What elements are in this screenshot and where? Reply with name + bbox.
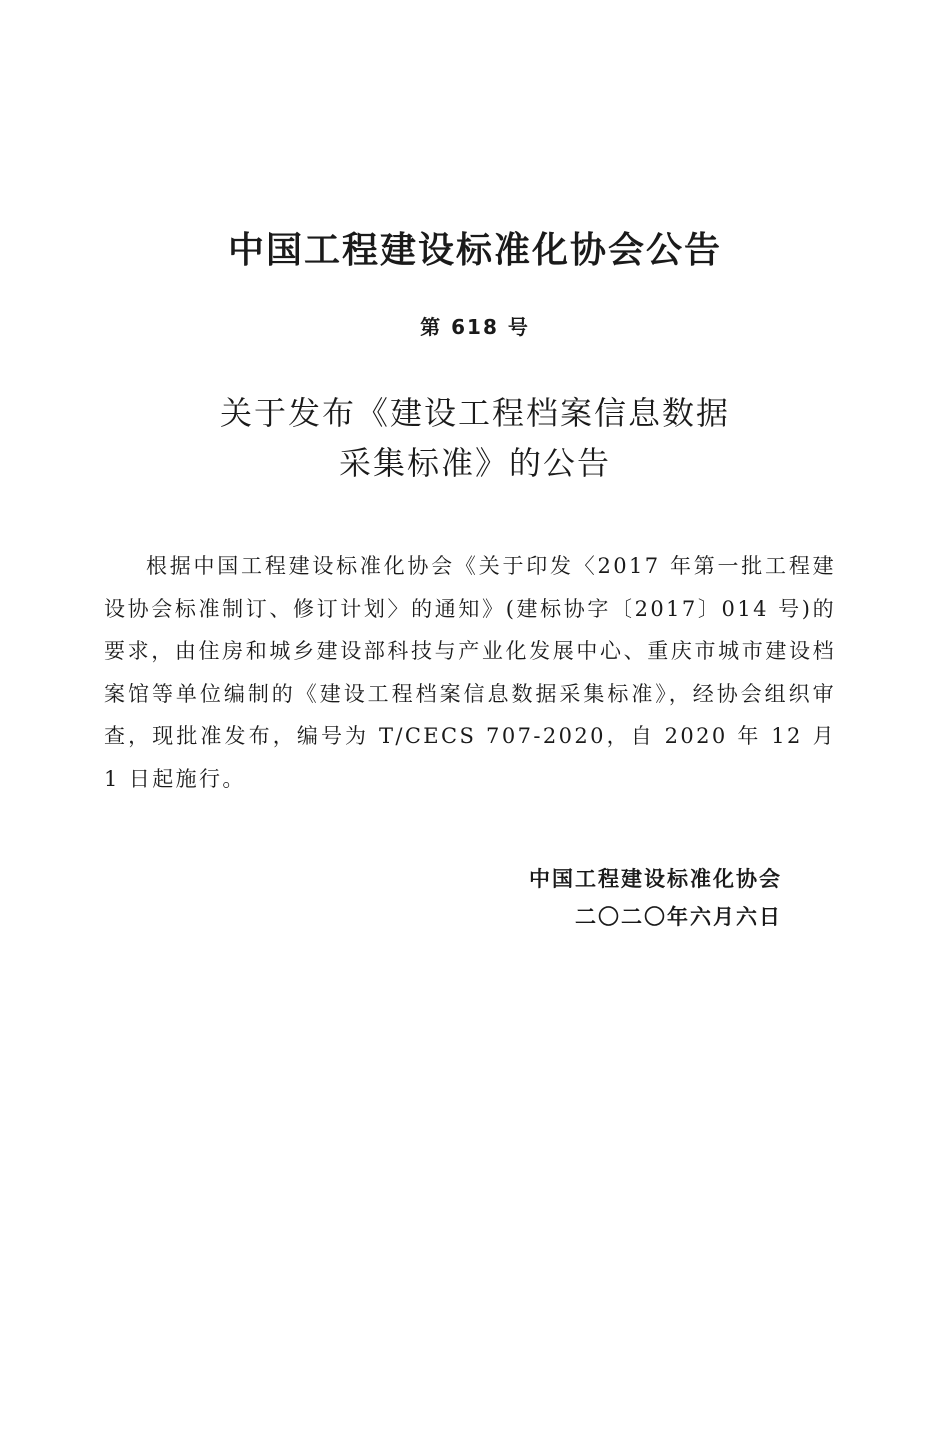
subject-line-2: 采集标准》的公告 bbox=[338, 444, 611, 482]
notice-number: 第 618 号 bbox=[420, 315, 530, 339]
announcement-subject bbox=[0, 388, 950, 488]
signature-organization: 中国工程建设标准化协会 bbox=[529, 867, 782, 891]
subject-line-1: 关于发布《建设工程档案信息数据 bbox=[219, 394, 730, 432]
signature-date: 二〇二〇年六月六日 bbox=[575, 905, 782, 929]
signature-block bbox=[529, 860, 782, 936]
announcement-header-title: 中国工程建设标准化协会公告 bbox=[227, 230, 722, 271]
announcement-body: 根据中国工程建设标准化协会《关于印发〈2017 年第一批工程建设协会标准制订、修订计划〉的通知》(建标协字〔2017〕014 号)的要求，由住房和城乡建设部科技与产业化发展中心、重庆市城市建设档案馆等单位编制的《建设工程档案信息数据采集标准》，经协会组织审查，现批准发布，编号为 T/CECS 707-2020，自 2020 年 12 月 1 日起施行。 bbox=[104, 554, 836, 791]
